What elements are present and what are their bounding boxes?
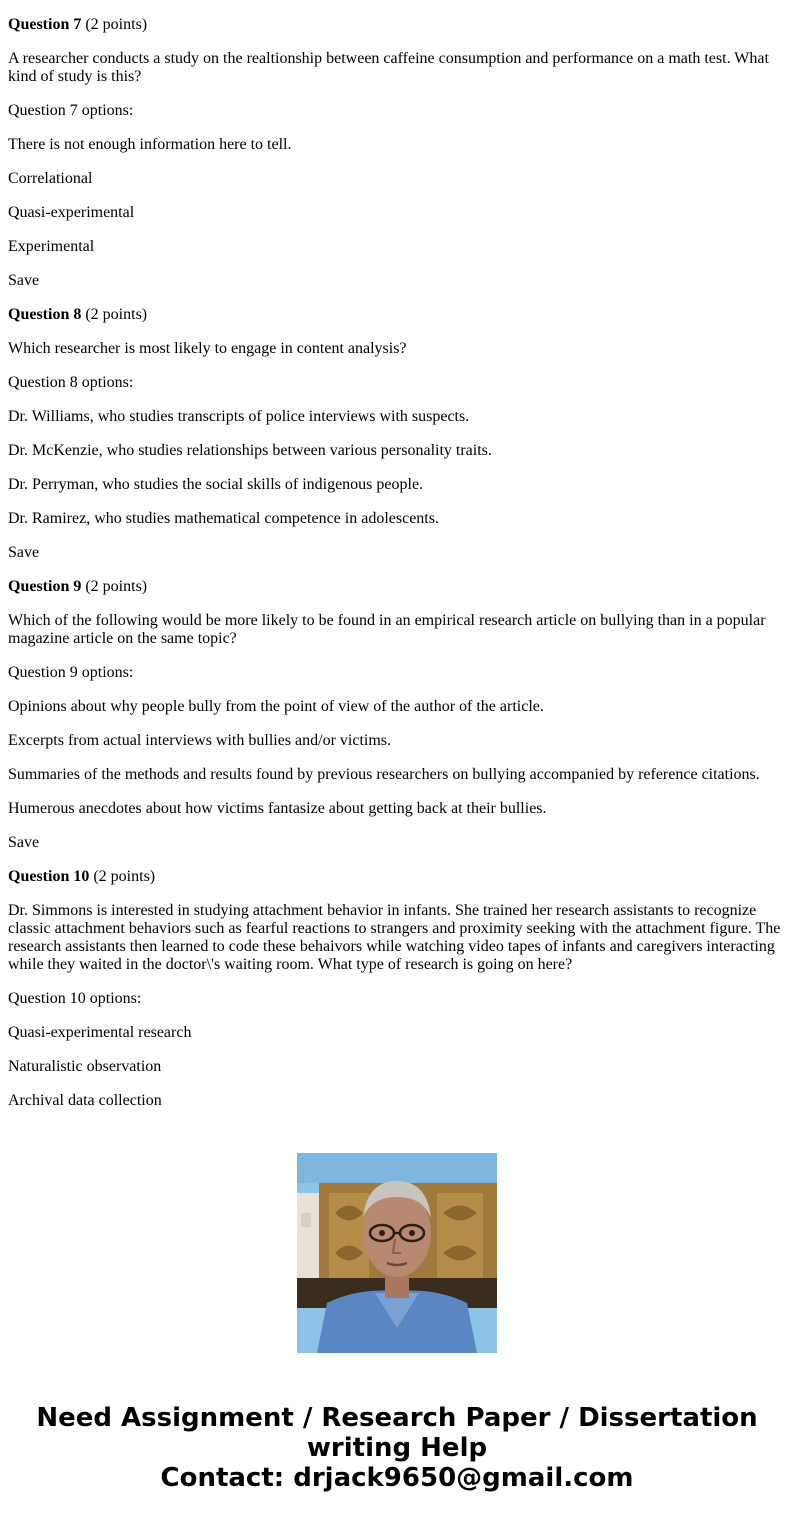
- save-button[interactable]: Save: [8, 272, 40, 289]
- question-title: Question 7: [8, 16, 82, 33]
- question-points: (2 points): [85, 306, 148, 323]
- question-heading: [8, 16, 786, 34]
- author-photo: [297, 1153, 497, 1353]
- answer-option[interactable]: Quasi-experimental: [8, 204, 135, 221]
- answer-option[interactable]: There is not enough information here to tell.: [8, 136, 292, 153]
- promo-text: [0, 1403, 794, 1493]
- question-title: Question 8: [8, 306, 82, 323]
- answer-option[interactable]: Archival data collection: [8, 1092, 162, 1109]
- question-block-9: [8, 578, 786, 852]
- question-points: (2 points): [85, 578, 148, 595]
- answer-option[interactable]: Dr. McKenzie, who studies relationships between various personality traits.: [8, 442, 492, 459]
- question-prompt: Which researcher is most likely to engage in content analysis?: [8, 340, 407, 357]
- question-points: (2 points): [85, 16, 148, 33]
- question-block-7: [8, 16, 786, 290]
- promo-line: Need Assignment / Research Paper / Dissertation: [36, 1403, 758, 1433]
- question-list: [8, 0, 786, 1122]
- save-button[interactable]: Save: [8, 834, 40, 851]
- question-title: Question 10: [8, 868, 90, 885]
- promo-contact: Contact: drjack9650@gmail.com: [160, 1463, 634, 1493]
- options-label: Question 9 options:: [8, 664, 134, 681]
- question-heading: [8, 868, 786, 886]
- answer-option[interactable]: Dr. Williams, who studies transcripts of police interviews with suspects.: [8, 408, 470, 425]
- answer-option[interactable]: Experimental: [8, 238, 95, 255]
- author-avatar: [297, 1153, 497, 1353]
- save-button[interactable]: Save: [8, 544, 40, 561]
- answer-option[interactable]: Opinions about why people bully from the point of view of the author of the article.: [8, 698, 544, 715]
- question-prompt: A researcher conducts a study on the realtionship between caffeine consumption and performance on a math test. What kind of study is this?: [8, 50, 769, 85]
- promo-footer: [0, 1122, 794, 1523]
- question-points: (2 points): [93, 868, 156, 885]
- question-prompt: Which of the following would be more likely to be found in an empirical research article on bullying than in a popular magazine article on the same topic?: [8, 612, 766, 647]
- answer-option[interactable]: Correlational: [8, 170, 93, 187]
- answer-option[interactable]: Dr. Perryman, who studies the social skills of indigenous people.: [8, 476, 424, 493]
- answer-option[interactable]: Dr. Ramirez, who studies mathematical competence in adolescents.: [8, 510, 439, 527]
- answer-option[interactable]: Excerpts from actual interviews with bullies and/or victims.: [8, 732, 392, 749]
- answer-option[interactable]: Summaries of the methods and results found by previous researchers on bullying accompanied by reference citations.: [8, 766, 760, 783]
- question-heading: [8, 578, 786, 596]
- question-block-8: [8, 306, 786, 562]
- options-label: Question 10 options:: [8, 990, 142, 1007]
- options-label: Question 8 options:: [8, 374, 134, 391]
- answer-option[interactable]: Humerous anecdotes about how victims fantasize about getting back at their bullies.: [8, 800, 547, 817]
- promo-line: writing Help: [306, 1433, 488, 1463]
- question-block-10: [8, 868, 786, 1144]
- answer-option[interactable]: Naturalistic observation: [8, 1058, 162, 1075]
- options-label: Question 7 options:: [8, 102, 134, 119]
- question-prompt: Dr. Simmons is interested in studying attachment behavior in infants. She trained her research assistants to recognize classic attachment behaviors such as fearful reactions to strangers and proximity seeking with the attachment figure. The research assistants then learned to code these behaivors while watching video tapes of infants and caregivers interacting while they waited in the doctor\'s waiting room. What type of research is going on here?: [8, 902, 781, 973]
- answer-option[interactable]: Quasi-experimental research: [8, 1024, 192, 1041]
- question-title: Question 9: [8, 578, 82, 595]
- question-heading: [8, 306, 786, 324]
